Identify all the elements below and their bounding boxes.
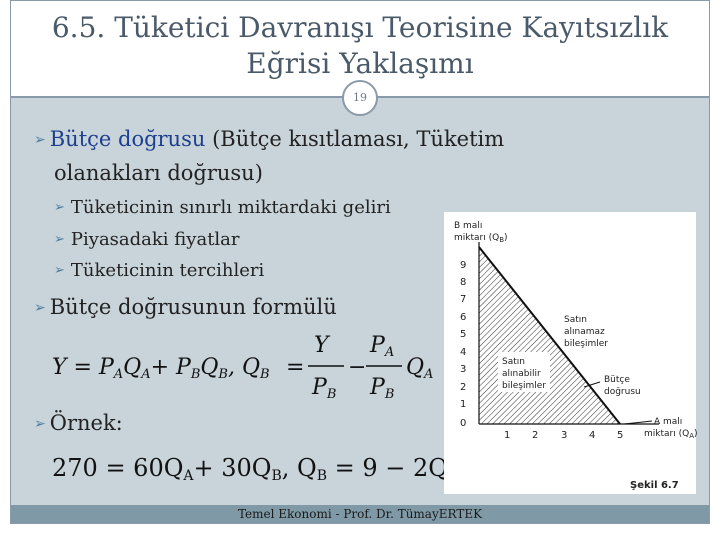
svg-text:5: 5: [460, 329, 467, 340]
svg-text:Satın: Satın: [564, 315, 587, 325]
sub-bullet-arrow-icon: ➢: [54, 200, 65, 215]
svg-text:bileşimler: bileşimler: [502, 381, 546, 391]
svg-text:alınabilir: alınabilir: [502, 369, 541, 379]
slide-number: 19: [342, 80, 378, 116]
svg-text:270 = 60QA+ 30QB, QB = 9 − 2QA: 270 = 60QA+ 30QB, QB = 9 − 2QA: [52, 454, 459, 484]
svg-text:PA: PA: [370, 333, 395, 360]
svg-text:−: −: [348, 355, 367, 380]
svg-text:3: 3: [460, 364, 467, 375]
bullet-highlight: Bütçe doğrusu: [49, 127, 206, 151]
svg-text:miktarı (QA): miktarı $(Q_A)$: [644, 429, 698, 440]
bullet-arrow-icon: ➢: [34, 132, 46, 148]
svg-text:Bütçe: Bütçe: [604, 375, 630, 385]
svg-text:1: 1: [504, 430, 511, 441]
svg-text:PB: PB: [370, 375, 395, 402]
svg-text:4: 4: [589, 430, 596, 441]
svg-text:Y = PAQA+ PBQB, QB: Y = PAQA+ PBQB, QB: [52, 355, 270, 382]
sub-bullet-arrow-icon: ➢: [54, 232, 65, 247]
footer-text: Temel Ekonomi - Prof. Dr. TümayERTEK: [237, 507, 483, 521]
svg-text:PB: PB: [312, 375, 337, 402]
svg-text:6: 6: [460, 312, 467, 323]
bullet-arrow-icon: ➢: [34, 300, 46, 316]
sub-bullet-arrow-icon: ➢: [54, 263, 65, 278]
sub-bullet-text: Piyasadaki fiyatlar: [70, 229, 240, 250]
y-axis-label: B malı: [454, 221, 483, 231]
svg-text:2: 2: [532, 430, 539, 441]
bullet-arrow-icon: ➢: [34, 416, 46, 432]
bullet-text: Bütçe doğrusunun formülü: [49, 295, 337, 319]
svg-text:1: 1: [460, 399, 467, 410]
svg-text:A malı: A malı: [654, 417, 683, 427]
figure-caption: Şekil 6.7: [630, 480, 679, 491]
bullet-budget-line-cont: olanakları doğrusu): [54, 161, 263, 185]
svg-text:3: 3: [561, 430, 568, 441]
svg-text:doğrusu: doğrusu: [604, 387, 641, 397]
svg-text:=: =: [286, 355, 305, 380]
svg-text:8: 8: [460, 277, 467, 288]
sub-bullet-text: Tüketicinin tercihleri: [70, 260, 265, 281]
svg-text:Satın: Satın: [502, 357, 525, 367]
svg-text:4: 4: [460, 347, 467, 358]
svg-text:alınamaz: alınamaz: [564, 327, 605, 337]
slide-title: 6.5. Tüketici Davranışı Teorisine Kayıtsızlık Eğrisi Yaklaşımı: [51, 11, 669, 80]
slide-frame: [10, 0, 710, 524]
svg-text:QA: QA: [406, 355, 434, 382]
sub-bullet-text: Tüketicinin sınırlı miktardaki geliri: [70, 197, 391, 218]
svg-text:bileşimler: bileşimler: [564, 339, 608, 349]
bullet-text: Örnek:: [49, 411, 123, 435]
svg-text:9: 9: [460, 260, 467, 271]
svg-text:7: 7: [460, 294, 467, 305]
y-axis-label-unit: miktarı $(Q_B)$: [454, 233, 508, 244]
svg-text:Y: Y: [314, 333, 329, 358]
bullet-text: (Bütçe kısıtlaması, Tüketim: [205, 127, 505, 151]
svg-text:5: 5: [617, 430, 624, 441]
svg-text:0: 0: [460, 418, 467, 429]
svg-text:2: 2: [460, 382, 467, 393]
